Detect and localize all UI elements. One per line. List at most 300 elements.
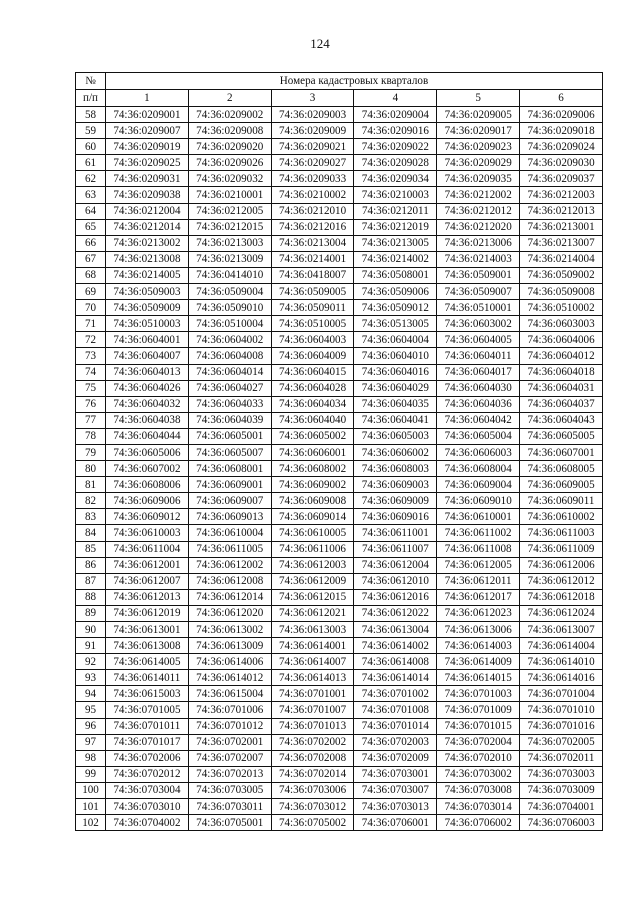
row-number: 58 xyxy=(76,107,106,123)
table-row xyxy=(76,686,603,702)
table-row xyxy=(76,718,603,734)
cadastral-quarter-cell: 74:36:0606002 xyxy=(354,444,437,460)
cadastral-quarter-cell: 74:36:0702001 xyxy=(188,734,271,750)
cadastral-quarter-cell: 74:36:0609012 xyxy=(106,509,189,525)
cadastral-quarter-cell: 74:36:0209002 xyxy=(188,107,271,123)
cadastral-quarter-cell: 74:36:0212016 xyxy=(271,219,354,235)
cadastral-quarter-cell: 74:36:0611004 xyxy=(106,541,189,557)
cadastral-quarter-cell: 74:36:0701004 xyxy=(520,686,603,702)
row-number: 72 xyxy=(76,332,106,348)
cadastral-quarter-cell: 74:36:0213005 xyxy=(354,235,437,251)
cadastral-quarter-cell: 74:36:0214005 xyxy=(106,267,189,283)
row-number-header: № xyxy=(76,73,106,90)
cadastral-quarter-cell: 74:36:0701009 xyxy=(437,702,520,718)
cadastral-quarter-cell: 74:36:0605004 xyxy=(437,428,520,444)
row-number: 62 xyxy=(76,171,106,187)
cadastral-quarter-cell: 74:36:0604033 xyxy=(188,396,271,412)
cadastral-quarter-cell: 74:36:0212004 xyxy=(106,203,189,219)
cadastral-quarter-cell: 74:36:0701016 xyxy=(520,718,603,734)
cadastral-quarter-cell: 74:36:0706001 xyxy=(354,815,437,831)
cadastral-quarter-cell: 74:36:0604003 xyxy=(271,332,354,348)
cadastral-quarter-cell: 74:36:0614010 xyxy=(520,654,603,670)
cadastral-quarter-cell: 74:36:0706002 xyxy=(437,815,520,831)
cadastral-quarter-cell: 74:36:0604002 xyxy=(188,332,271,348)
cadastral-quarter-cell: 74:36:0212020 xyxy=(437,219,520,235)
column-number: 5 xyxy=(437,90,520,107)
cadastral-quarter-cell: 74:36:0701012 xyxy=(188,718,271,734)
cadastral-quarter-cell: 74:36:0612006 xyxy=(520,557,603,573)
cadastral-quarter-cell: 74:36:0509005 xyxy=(271,284,354,300)
cadastral-quarter-cell: 74:36:0604007 xyxy=(106,348,189,364)
cadastral-quarter-cell: 74:36:0508001 xyxy=(354,267,437,283)
row-number: 90 xyxy=(76,622,106,638)
cadastral-quarter-cell: 74:36:0209005 xyxy=(437,107,520,123)
cadastral-quarter-cell: 74:36:0210002 xyxy=(271,187,354,203)
table-row xyxy=(76,171,603,187)
cadastral-quarter-cell: 74:36:0510005 xyxy=(271,316,354,332)
cadastral-quarter-cell: 74:36:0209032 xyxy=(188,171,271,187)
cadastral-quarter-cell: 74:36:0209024 xyxy=(520,139,603,155)
cadastral-quarter-cell: 74:36:0414010 xyxy=(188,267,271,283)
table-row xyxy=(76,622,603,638)
cadastral-quarter-cell: 74:36:0212010 xyxy=(271,203,354,219)
cadastral-quarter-cell: 74:36:0509001 xyxy=(437,267,520,283)
table-row xyxy=(76,428,603,444)
cadastral-quarter-cell: 74:36:0702005 xyxy=(520,734,603,750)
cadastral-quarter-cell: 74:36:0614008 xyxy=(354,654,437,670)
cadastral-quarter-cell: 74:36:0604029 xyxy=(354,380,437,396)
cadastral-quarter-cell: 74:36:0703007 xyxy=(354,782,437,798)
cadastral-quarter-cell: 74:36:0605005 xyxy=(520,428,603,444)
cadastral-quarter-cell: 74:36:0611008 xyxy=(437,541,520,557)
cadastral-quarter-cell: 74:36:0608006 xyxy=(106,477,189,493)
cadastral-quarter-cell: 74:36:0703006 xyxy=(271,782,354,798)
cadastral-quarter-cell: 74:36:0609008 xyxy=(271,493,354,509)
cadastral-quarter-cell: 74:36:0702011 xyxy=(520,750,603,766)
cadastral-quarter-cell: 74:36:0212011 xyxy=(354,203,437,219)
cadastral-quarter-cell: 74:36:0611003 xyxy=(520,525,603,541)
cadastral-quarter-cell: 74:36:0701011 xyxy=(106,718,189,734)
row-number: 60 xyxy=(76,139,106,155)
cadastral-quarter-cell: 74:36:0704002 xyxy=(106,815,189,831)
cadastral-quarter-cell: 74:36:0604014 xyxy=(188,364,271,380)
cadastral-quarter-cell: 74:36:0604015 xyxy=(271,364,354,380)
cadastral-quarter-cell: 74:36:0612019 xyxy=(106,605,189,621)
cadastral-quarter-cell: 74:36:0614011 xyxy=(106,670,189,686)
cadastral-quarter-cell: 74:36:0701006 xyxy=(188,702,271,718)
row-number: 74 xyxy=(76,364,106,380)
cadastral-quarter-cell: 74:36:0604036 xyxy=(437,396,520,412)
cadastral-quarter-cell: 74:36:0613007 xyxy=(520,622,603,638)
table-row xyxy=(76,638,603,654)
table-row xyxy=(76,348,603,364)
table-row xyxy=(76,589,603,605)
cadastral-quarter-cell: 74:36:0703004 xyxy=(106,782,189,798)
cadastral-quarter-cell: 74:36:0214004 xyxy=(520,251,603,267)
cadastral-quarter-cell: 74:36:0604040 xyxy=(271,412,354,428)
cadastral-quarter-cell: 74:36:0212012 xyxy=(437,203,520,219)
cadastral-quarter-cell: 74:36:0614001 xyxy=(271,638,354,654)
cadastral-quarter-cell: 74:36:0613002 xyxy=(188,622,271,638)
cadastral-quarter-cell: 74:36:0510001 xyxy=(437,300,520,316)
table-row xyxy=(76,412,603,428)
cadastral-quarter-cell: 74:36:0612022 xyxy=(354,605,437,621)
row-number: 64 xyxy=(76,203,106,219)
cadastral-quarter-cell: 74:36:0209007 xyxy=(106,123,189,139)
cadastral-quarter-cell: 74:36:0214003 xyxy=(437,251,520,267)
row-number: 70 xyxy=(76,300,106,316)
cadastral-quarter-cell: 74:36:0612012 xyxy=(520,573,603,589)
cadastral-quarter-cell: 74:36:0509004 xyxy=(188,284,271,300)
cadastral-quarter-cell: 74:36:0604006 xyxy=(520,332,603,348)
table-row xyxy=(76,541,603,557)
row-number: 67 xyxy=(76,251,106,267)
row-number: 61 xyxy=(76,155,106,171)
cadastral-quarter-cell: 74:36:0614016 xyxy=(520,670,603,686)
cadastral-quarter-cell: 74:36:0608002 xyxy=(271,461,354,477)
cadastral-quarter-cell: 74:36:0604028 xyxy=(271,380,354,396)
table-row xyxy=(76,380,603,396)
page-number: 124 xyxy=(310,36,330,51)
cadastral-quarter-cell: 74:36:0209037 xyxy=(520,171,603,187)
row-number: 91 xyxy=(76,638,106,654)
cadastral-quarter-cell: 74:36:0705002 xyxy=(271,815,354,831)
table-row xyxy=(76,654,603,670)
cadastral-quarter-cell: 74:36:0701008 xyxy=(354,702,437,718)
cadastral-quarter-cell: 74:36:0209022 xyxy=(354,139,437,155)
cadastral-quarter-cell: 74:36:0609001 xyxy=(188,477,271,493)
cadastral-quarter-cell: 74:36:0604030 xyxy=(437,380,520,396)
cadastral-quarter-cell: 74:36:0612020 xyxy=(188,605,271,621)
row-number: 77 xyxy=(76,412,106,428)
row-number: 66 xyxy=(76,235,106,251)
cadastral-quarter-cell: 74:36:0604042 xyxy=(437,412,520,428)
cadastral-quarter-cell: 74:36:0702012 xyxy=(106,766,189,782)
cadastral-quarter-cell: 74:36:0703009 xyxy=(520,782,603,798)
column-number-row xyxy=(76,90,603,107)
cadastral-quarter-cell: 74:36:0212014 xyxy=(106,219,189,235)
cadastral-quarter-cell: 74:36:0210001 xyxy=(188,187,271,203)
cadastral-quarter-cell: 74:36:0604008 xyxy=(188,348,271,364)
cadastral-quarter-cell: 74:36:0509008 xyxy=(520,284,603,300)
cadastral-quarter-cell: 74:36:0209028 xyxy=(354,155,437,171)
cadastral-quarter-cell: 74:36:0604038 xyxy=(106,412,189,428)
cadastral-quarter-cell: 74:36:0612015 xyxy=(271,589,354,605)
cadastral-quarter-cell: 74:36:0701013 xyxy=(271,718,354,734)
table-row xyxy=(76,203,603,219)
table-row xyxy=(76,235,603,251)
table-row xyxy=(76,557,603,573)
table-row xyxy=(76,799,603,815)
row-number: 71 xyxy=(76,316,106,332)
cadastral-quarter-cell: 74:36:0509012 xyxy=(354,300,437,316)
cadastral-quarter-cell: 74:36:0212005 xyxy=(188,203,271,219)
cadastral-quarter-cell: 74:36:0702010 xyxy=(437,750,520,766)
table-row xyxy=(76,782,603,798)
cadastral-quarter-cell: 74:36:0610005 xyxy=(271,525,354,541)
cadastral-quarter-cell: 74:36:0209019 xyxy=(106,139,189,155)
cadastral-quarter-cell: 74:36:0701002 xyxy=(354,686,437,702)
cadastral-quarter-cell: 74:36:0213001 xyxy=(520,219,603,235)
cadastral-quarter-cell: 74:36:0605002 xyxy=(271,428,354,444)
table-row xyxy=(76,461,603,477)
cadastral-quarter-cell: 74:36:0605006 xyxy=(106,444,189,460)
row-number: 59 xyxy=(76,123,106,139)
cadastral-quarter-cell: 74:36:0509010 xyxy=(188,300,271,316)
cadastral-quarter-cell: 74:36:0612013 xyxy=(106,589,189,605)
cadastral-quarter-cell: 74:36:0612001 xyxy=(106,557,189,573)
row-number: 84 xyxy=(76,525,106,541)
row-number: 78 xyxy=(76,428,106,444)
cadastral-quarter-cell: 74:36:0703010 xyxy=(106,799,189,815)
table-row xyxy=(76,139,603,155)
cadastral-quarter-cell: 74:36:0209001 xyxy=(106,107,189,123)
table-row xyxy=(76,525,603,541)
cadastral-quarter-cell: 74:36:0607001 xyxy=(520,444,603,460)
cadastral-quarter-cell: 74:36:0604037 xyxy=(520,396,603,412)
cadastral-quarter-cell: 74:36:0212002 xyxy=(437,187,520,203)
column-number: 2 xyxy=(188,90,271,107)
cadastral-quarter-cell: 74:36:0513005 xyxy=(354,316,437,332)
row-number: 88 xyxy=(76,589,106,605)
cadastral-quarter-cell: 74:36:0209034 xyxy=(354,171,437,187)
table-row xyxy=(76,477,603,493)
row-number: 101 xyxy=(76,799,106,815)
cadastral-quarter-cell: 74:36:0214001 xyxy=(271,251,354,267)
cadastral-quarter-cell: 74:36:0610002 xyxy=(520,509,603,525)
cadastral-quarter-cell: 74:36:0604004 xyxy=(354,332,437,348)
cadastral-quarter-cell: 74:36:0703003 xyxy=(520,766,603,782)
cadastral-quarter-cell: 74:36:0209029 xyxy=(437,155,520,171)
cadastral-quarter-cell: 74:36:0609013 xyxy=(188,509,271,525)
cadastral-quarter-cell: 74:36:0703008 xyxy=(437,782,520,798)
cadastral-quarter-cell: 74:36:0614013 xyxy=(271,670,354,686)
cadastral-quarter-cell: 74:36:0612007 xyxy=(106,573,189,589)
row-number: 93 xyxy=(76,670,106,686)
table-row xyxy=(76,605,603,621)
cadastral-quarter-cell: 74:36:0703013 xyxy=(354,799,437,815)
cadastral-quarter-cell: 74:36:0703001 xyxy=(354,766,437,782)
cadastral-quarter-cell: 74:36:0703012 xyxy=(271,799,354,815)
cadastral-quarter-cell: 74:36:0209020 xyxy=(188,139,271,155)
cadastral-quarter-cell: 74:36:0606003 xyxy=(437,444,520,460)
cadastral-quarter-cell: 74:36:0604031 xyxy=(520,380,603,396)
row-number: 95 xyxy=(76,702,106,718)
row-number: 86 xyxy=(76,557,106,573)
cadastral-quarter-cell: 74:36:0609014 xyxy=(271,509,354,525)
table-row xyxy=(76,332,603,348)
cadastral-quarter-cell: 74:36:0214002 xyxy=(354,251,437,267)
cadastral-quarter-cell: 74:36:0702002 xyxy=(271,734,354,750)
cadastral-quarter-cell: 74:36:0701015 xyxy=(437,718,520,734)
cadastral-quarter-cell: 74:36:0614002 xyxy=(354,638,437,654)
table-row xyxy=(76,187,603,203)
cadastral-quarter-cell: 74:36:0701005 xyxy=(106,702,189,718)
table-row xyxy=(76,107,603,123)
cadastral-quarter-cell: 74:36:0703011 xyxy=(188,799,271,815)
row-number: 63 xyxy=(76,187,106,203)
column-number: 1 xyxy=(106,90,189,107)
cadastral-quarter-cell: 74:36:0612016 xyxy=(354,589,437,605)
row-number: 83 xyxy=(76,509,106,525)
cadastral-quarter-cell: 74:36:0703005 xyxy=(188,782,271,798)
cadastral-quarter-cell: 74:36:0611002 xyxy=(437,525,520,541)
cadastral-quarter-cell: 74:36:0209033 xyxy=(271,171,354,187)
cadastral-quarter-cell: 74:36:0509003 xyxy=(106,284,189,300)
cadastral-quarter-cell: 74:36:0212003 xyxy=(520,187,603,203)
cadastral-quarter-cell: 74:36:0604035 xyxy=(354,396,437,412)
cadastral-quarter-cell: 74:36:0612003 xyxy=(271,557,354,573)
row-number: 76 xyxy=(76,396,106,412)
cadastral-quarter-cell: 74:36:0212015 xyxy=(188,219,271,235)
cadastral-quarter-cell: 74:36:0613009 xyxy=(188,638,271,654)
cadastral-quarter-cell: 74:36:0603003 xyxy=(520,316,603,332)
table-row xyxy=(76,267,603,283)
cadastral-quarter-cell: 74:36:0608005 xyxy=(520,461,603,477)
table-row xyxy=(76,573,603,589)
cadastral-quarter-cell: 74:36:0209017 xyxy=(437,123,520,139)
cadastral-quarter-cell: 74:36:0213003 xyxy=(188,235,271,251)
cadastral-quarter-cell: 74:36:0610001 xyxy=(437,509,520,525)
cadastral-quarter-cell: 74:36:0607002 xyxy=(106,461,189,477)
cadastral-quarter-cell: 74:36:0604044 xyxy=(106,428,189,444)
table-row xyxy=(76,251,603,267)
cadastral-quarter-cell: 74:36:0614003 xyxy=(437,638,520,654)
cadastral-quarter-cell: 74:36:0606001 xyxy=(271,444,354,460)
cadastral-quarter-cell: 74:36:0609002 xyxy=(271,477,354,493)
cadastral-quarter-cell: 74:36:0614005 xyxy=(106,654,189,670)
cadastral-quarter-cell: 74:36:0609004 xyxy=(437,477,520,493)
cadastral-quarter-cell: 74:36:0604018 xyxy=(520,364,603,380)
row-number: 98 xyxy=(76,750,106,766)
cadastral-quarter-cell: 74:36:0611006 xyxy=(271,541,354,557)
cadastral-quarter-cell: 74:36:0613008 xyxy=(106,638,189,654)
cadastral-quarter-cell: 74:36:0509007 xyxy=(437,284,520,300)
cadastral-quarter-cell: 74:36:0614006 xyxy=(188,654,271,670)
cadastral-quarter-cell: 74:36:0608001 xyxy=(188,461,271,477)
cadastral-quarter-cell: 74:36:0213007 xyxy=(520,235,603,251)
cadastral-quarter-cell: 74:36:0209008 xyxy=(188,123,271,139)
cadastral-quarter-cell: 74:36:0213009 xyxy=(188,251,271,267)
row-number: 99 xyxy=(76,766,106,782)
cadastral-quarter-cell: 74:36:0609006 xyxy=(106,493,189,509)
cadastral-quarter-cell: 74:36:0615003 xyxy=(106,686,189,702)
cadastral-quarter-cell: 74:36:0605003 xyxy=(354,428,437,444)
cadastral-quarter-cell: 74:36:0612021 xyxy=(271,605,354,621)
cadastral-quarter-cell: 74:36:0701007 xyxy=(271,702,354,718)
cadastral-quarter-cell: 74:36:0603002 xyxy=(437,316,520,332)
cadastral-quarter-cell: 74:36:0510002 xyxy=(520,300,603,316)
column-number: 6 xyxy=(520,90,603,107)
cadastral-quarter-cell: 74:36:0702008 xyxy=(271,750,354,766)
cadastral-quarter-cell: 74:36:0702009 xyxy=(354,750,437,766)
cadastral-quarter-cell: 74:36:0611009 xyxy=(520,541,603,557)
row-number: 96 xyxy=(76,718,106,734)
cadastral-quarter-cell: 74:36:0604010 xyxy=(354,348,437,364)
cadastral-quarter-cell: 74:36:0509006 xyxy=(354,284,437,300)
table-row xyxy=(76,316,603,332)
cadastral-quarter-cell: 74:36:0610004 xyxy=(188,525,271,541)
cadastral-quarter-cell: 74:36:0701001 xyxy=(271,686,354,702)
cadastral-quarter-cell: 74:36:0605007 xyxy=(188,444,271,460)
cadastral-quarter-cell: 74:36:0609003 xyxy=(354,477,437,493)
row-number-subheader: п/п xyxy=(76,90,106,107)
cadastral-quarter-cell: 74:36:0604009 xyxy=(271,348,354,364)
cadastral-quarter-cell: 74:36:0209027 xyxy=(271,155,354,171)
table-row xyxy=(76,364,603,380)
table-row xyxy=(76,155,603,171)
cadastral-quarter-cell: 74:36:0611001 xyxy=(354,525,437,541)
cadastral-quarter-cell: 74:36:0702014 xyxy=(271,766,354,782)
column-number: 3 xyxy=(271,90,354,107)
cadastral-quarter-cell: 74:36:0604027 xyxy=(188,380,271,396)
cadastral-quarter-cell: 74:36:0609011 xyxy=(520,493,603,509)
cadastral-quarter-cell: 74:36:0210003 xyxy=(354,187,437,203)
table-header-row xyxy=(76,73,603,90)
table-row xyxy=(76,396,603,412)
row-number: 85 xyxy=(76,541,106,557)
cadastral-quarter-cell: 74:36:0604012 xyxy=(520,348,603,364)
row-number: 79 xyxy=(76,444,106,460)
cadastral-quarter-cell: 74:36:0213004 xyxy=(271,235,354,251)
cadastral-quarter-cell: 74:36:0213006 xyxy=(437,235,520,251)
cadastral-quarter-cell: 74:36:0614012 xyxy=(188,670,271,686)
cadastral-quarter-cell: 74:36:0702004 xyxy=(437,734,520,750)
cadastral-quarter-cell: 74:36:0604032 xyxy=(106,396,189,412)
row-number: 89 xyxy=(76,605,106,621)
cadastral-quarter-cell: 74:36:0614004 xyxy=(520,638,603,654)
row-number: 69 xyxy=(76,284,106,300)
cadastral-quarter-cell: 74:36:0604001 xyxy=(106,332,189,348)
cadastral-quarter-cell: 74:36:0609009 xyxy=(354,493,437,509)
cadastral-quarter-cell: 74:36:0614009 xyxy=(437,654,520,670)
cadastral-quarter-cell: 74:36:0509009 xyxy=(106,300,189,316)
row-number: 81 xyxy=(76,477,106,493)
cadastral-quarter-cell: 74:36:0613001 xyxy=(106,622,189,638)
cadastral-quarter-cell: 74:36:0212019 xyxy=(354,219,437,235)
cadastral-quarter-cell: 74:36:0612023 xyxy=(437,605,520,621)
cadastral-quarter-cell: 74:36:0209018 xyxy=(520,123,603,139)
column-number: 4 xyxy=(354,90,437,107)
cadastral-quarter-cell: 74:36:0612010 xyxy=(354,573,437,589)
cadastral-quarter-cell: 74:36:0209030 xyxy=(520,155,603,171)
cadastral-quarter-cell: 74:36:0703002 xyxy=(437,766,520,782)
cadastral-quarter-cell: 74:36:0701003 xyxy=(437,686,520,702)
cadastral-quarter-cell: 74:36:0611005 xyxy=(188,541,271,557)
cadastral-quarter-cell: 74:36:0614015 xyxy=(437,670,520,686)
cadastral-quarter-cell: 74:36:0209023 xyxy=(437,139,520,155)
cadastral-quarter-cell: 74:36:0213002 xyxy=(106,235,189,251)
row-number: 102 xyxy=(76,815,106,831)
cadastral-quarter-cell: 74:36:0701014 xyxy=(354,718,437,734)
cadastral-quarter-cell: 74:36:0209021 xyxy=(271,139,354,155)
cadastral-quarter-cell: 74:36:0609010 xyxy=(437,493,520,509)
table-row xyxy=(76,493,603,509)
cadastral-quarter-cell: 74:36:0209035 xyxy=(437,171,520,187)
cadastral-quarter-cell: 74:36:0213008 xyxy=(106,251,189,267)
cadastral-quarter-cell: 74:36:0209031 xyxy=(106,171,189,187)
cadastral-quarter-cell: 74:36:0604005 xyxy=(437,332,520,348)
cadastral-quarter-cell: 74:36:0609016 xyxy=(354,509,437,525)
cadastral-quarter-cell: 74:36:0609007 xyxy=(188,493,271,509)
cadastral-quarter-cell: 74:36:0209038 xyxy=(106,187,189,203)
row-number: 100 xyxy=(76,782,106,798)
cadastral-quarter-cell: 74:36:0604016 xyxy=(354,364,437,380)
table-row xyxy=(76,670,603,686)
cadastral-quarter-cell: 74:36:0612011 xyxy=(437,573,520,589)
cadastral-quarter-cell: 74:36:0706003 xyxy=(520,815,603,831)
cadastral-quarter-cell: 74:36:0612005 xyxy=(437,557,520,573)
